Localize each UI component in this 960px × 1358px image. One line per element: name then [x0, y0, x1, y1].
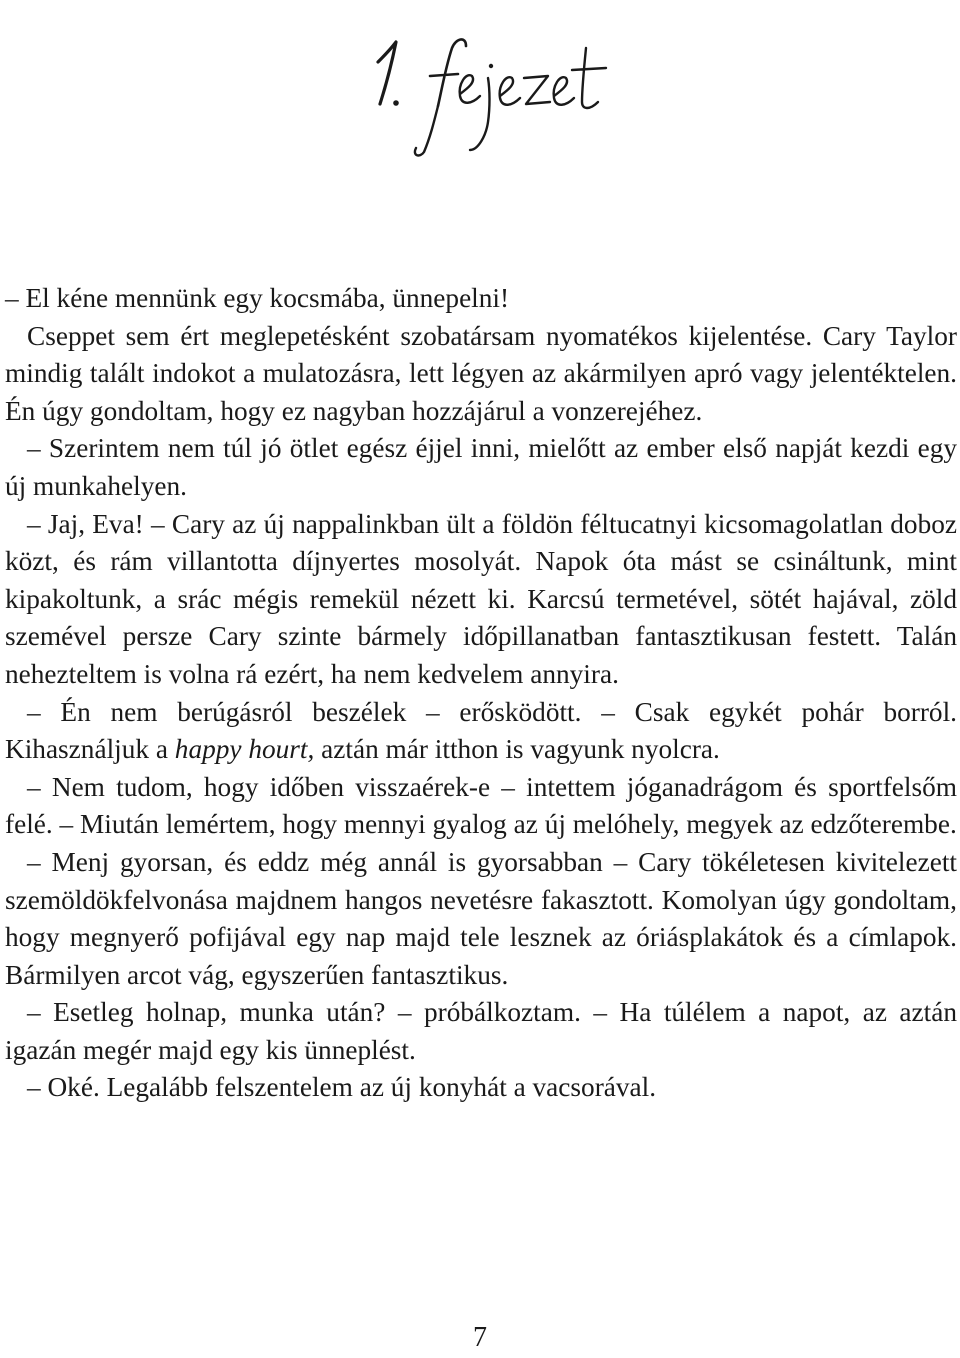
- paragraph-text: – Én nem berúgásról beszélek – erősködött. – Csak egykét pohár borról. Kihasználjuk a: [5, 696, 957, 765]
- chapter-heading-calligraphy: [360, 18, 620, 168]
- italic-phrase: happy hourt,: [174, 734, 315, 765]
- chapter-body: [5, 280, 957, 1107]
- paragraph: Cseppet sem ért meglepetésként szobatársam nyomatékos kijelentése. Cary Taylor mindig talált indokot a mulatozásra, lett légyen az akármilyen apró vagy jelentéktelen. Én úgy gondoltam, hogy ez nagyban hozzájárul a vonzerejéhez.: [5, 320, 957, 426]
- paragraph: – El kéne mennünk egy kocsmába, ünnepelni!: [5, 283, 510, 313]
- paragraph: – Oké. Legalább felszentelem az új konyhát a vacsorával.: [27, 1072, 657, 1103]
- paragraph: – Esetleg holnap, munka után? – próbálkoztam. – Ha túlélem a napot, az aztán igazán megér majd egy kis ünneplést.: [5, 997, 957, 1065]
- paragraph: – Nem tudom, hogy időben visszaérek-e – intettem jóganadrágom és sportfelsőm felé. – Miután lemértem, hogy mennyi gyalog az új melóhely, megyek az edzőterembe.: [5, 771, 957, 840]
- paragraph: [5, 694, 957, 769]
- paragraph: – Jaj, Eva! – Cary az új nappalinkban ült a földön féltucatnyi kicsomagolatlan doboz közt, és rám villantotta díjnyertes mosolyát. Napok óta mást se csináltunk, mint kipakoltunk, a srác mégis remekül nézett ki. Karcsú termetével, sötét hajával, zöld szemével persze Cary szinte bármely időpillanatban fantasztikusan festett. Talán nehezteltem is volna rá ezért, ha nem kedvelem annyira.: [5, 508, 957, 689]
- chapter-heading: [360, 18, 620, 168]
- paragraph: – Szerintem nem túl jó ötlet egész éjjel inni, mielőtt az ember első napját kezdi egy új munkahelyen.: [5, 433, 957, 501]
- paragraph-text: aztán már itthon is vagyunk nyolcra.: [314, 734, 720, 765]
- paragraph: – Menj gyorsan, és eddz még annál is gyorsabban – Cary tökéletesen kivitelezett szemöldökfelvonása majdnem hangos nevetésre fakasztott. Komolyan úgy gondoltam, hogy megnyerő pofijával egy nap majd tele lesznek az óriásplakátok és a címlapok. Bármilyen arcot vág, egyszerűen fantasztikus.: [5, 846, 957, 990]
- page-number: 7: [473, 1322, 487, 1353]
